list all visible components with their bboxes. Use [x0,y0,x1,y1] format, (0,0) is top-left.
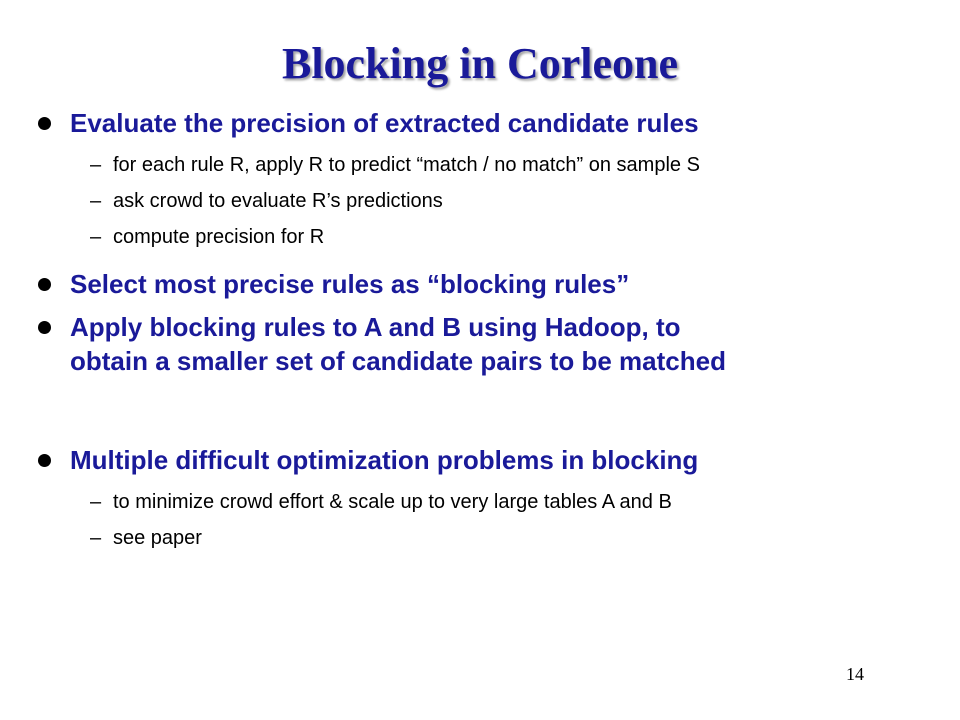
bullet-text-line-2: obtain a smaller set of candidate pairs to be matched [70,346,726,376]
bullet-item [70,106,890,140]
bullet-item [70,443,890,477]
bullet-item [70,267,890,301]
sub-bullet-item [90,153,913,177]
bullet-dot-icon [38,321,51,334]
bullet-dot-icon [38,278,51,291]
dash-icon: – [90,226,102,248]
bullet-dot-icon [38,117,51,130]
sub-bullet-item [90,189,913,213]
dash-icon: – [90,154,102,176]
sub-bullet-text: for each rule R, apply R to predict “match / no match” on sample S [113,154,700,176]
bullet-text: Evaluate the precision of extracted candidate rules [70,108,699,138]
sub-bullet-text: ask crowd to evaluate R’s predictions [113,190,443,212]
sub-bullet-text: compute precision for R [113,226,325,248]
bullet-dot-icon [38,454,51,467]
sub-bullet-item [90,225,913,249]
sub-bullet-text: to minimize crowd effort & scale up to very large tables A and B [113,491,672,513]
dash-icon: – [90,527,102,549]
bullet-text-line-1: Apply blocking rules to A and B using Hadoop, to [70,312,681,342]
page-number: 14 [846,664,864,684]
dash-icon: – [90,491,102,513]
bullet-item [70,310,890,378]
dash-icon: – [90,190,102,212]
bullet-text: Select most precise rules as “blocking rules” [70,269,630,299]
sub-bullet-item [90,526,913,550]
sub-bullet-item [90,490,913,514]
slide-title: Blocking in Corleone [281,39,679,88]
sub-bullet-text: see paper [113,527,202,549]
bullet-text: Multiple difficult optimization problems in blocking [70,445,699,475]
